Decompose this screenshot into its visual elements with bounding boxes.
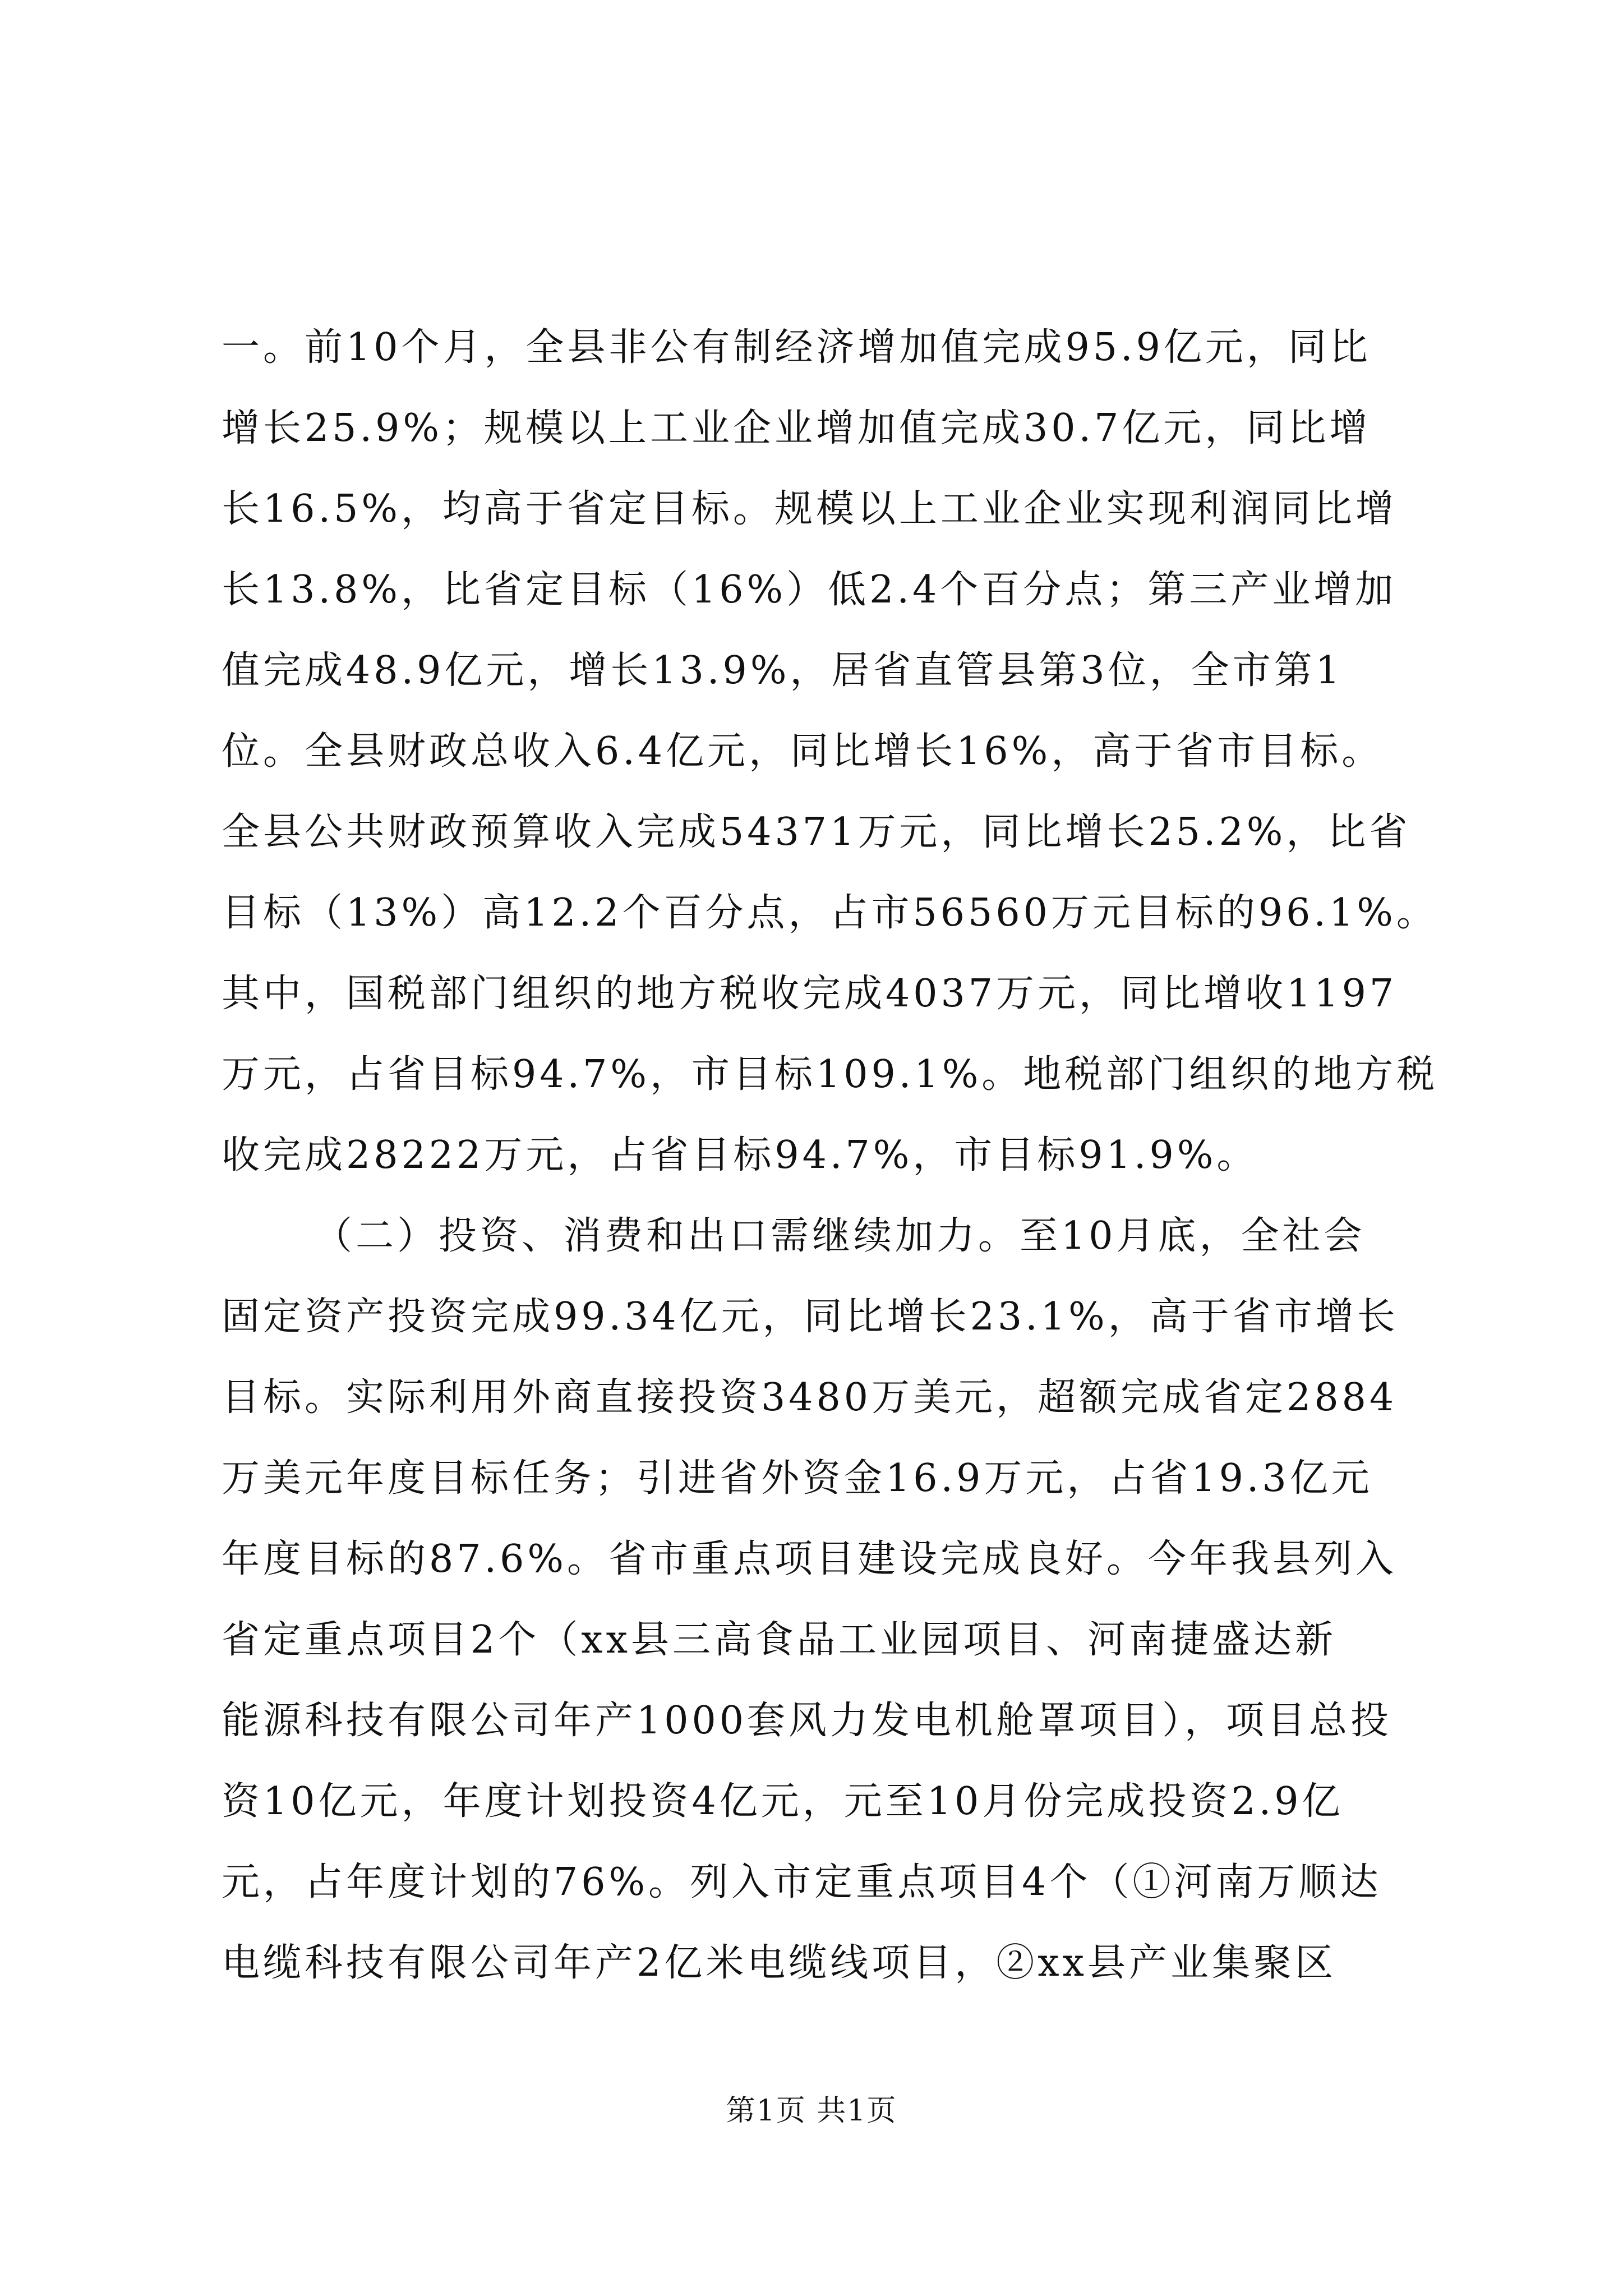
text-line: 收完成28222万元，占省目标94.7%，市目标91.9%。 [222,1133,1258,1177]
text-line: 目标（13%）高12.2个百分点，占市56560万元目标的96.1%。 [222,891,1438,935]
text-line: 长13.8%，比省定目标（16%）低2.4个百分点；第三产业增加 [222,568,1397,612]
text-line: 能源科技有限公司年产1000套风力发电机舱罩项目），项目总投 [222,1699,1393,1743]
text-line: 其中，国税部门组织的地方税收完成4037万元，同比增收1197 [222,972,1398,1016]
text-line: 万元，占省目标94.7%，市目标109.1%。地税部门组织的地方税 [222,1052,1438,1097]
text-line: 增长25.9%；规模以上工业企业增加值完成30.7亿元，同比增 [222,406,1371,450]
text-line: 省定重点项目2个（xx县三高食品工业园项目、河南捷盛达新 [222,1618,1336,1662]
text-line: 全县公共财政预算收入完成54371万元，同比增长25.2%，比省 [222,810,1411,854]
text-line: 目标。实际利用外商直接投资3480万美元，超额完成省定2884 [222,1375,1398,1420]
text-line: 值完成48.9亿元，增长13.9%，居省直管县第3位，全市第1 [222,648,1343,693]
document-body [222,307,1438,2004]
paragraph-start-line: （二）投资、消费和出口需继续加力。至10月底，全社会 [314,1214,1366,1258]
text-line: 资10亿元，年度计划投资4亿元，元至10月份完成投资2.9亿 [222,1779,1344,1824]
text-line: 位。全县财政总收入6.4亿元，同比增长16%，高于省市目标。 [222,729,1384,774]
text-line: 长16.5%，均高于省定目标。规模以上工业企业实现利润同比增 [222,487,1398,531]
text-line: 固定资产投资完成99.34亿元，同比增长23.1%，高于省市增长 [222,1295,1399,1339]
text-line: 电缆科技有限公司年产2亿米电缆线项目，②xx县产业集聚区 [222,1941,1336,1985]
text-line: 元，占年度计划的76%。列入市定重点项目4个（①河南万顺达 [222,1860,1382,1904]
text-line: 万美元年度目标任务；引进省外资金16.9万元，占省19.3亿元 [222,1456,1373,1501]
page-footer [0,2087,1623,2129]
page-number-label: 第1页 共1页 [726,2094,897,2128]
text-line: 一。前10个月，全县非公有制经济增加值完成95.9亿元，同比 [222,325,1371,370]
text-line: 年度目标的87.6%。省市重点项目建设完成良好。今年我县列入 [222,1537,1398,1581]
